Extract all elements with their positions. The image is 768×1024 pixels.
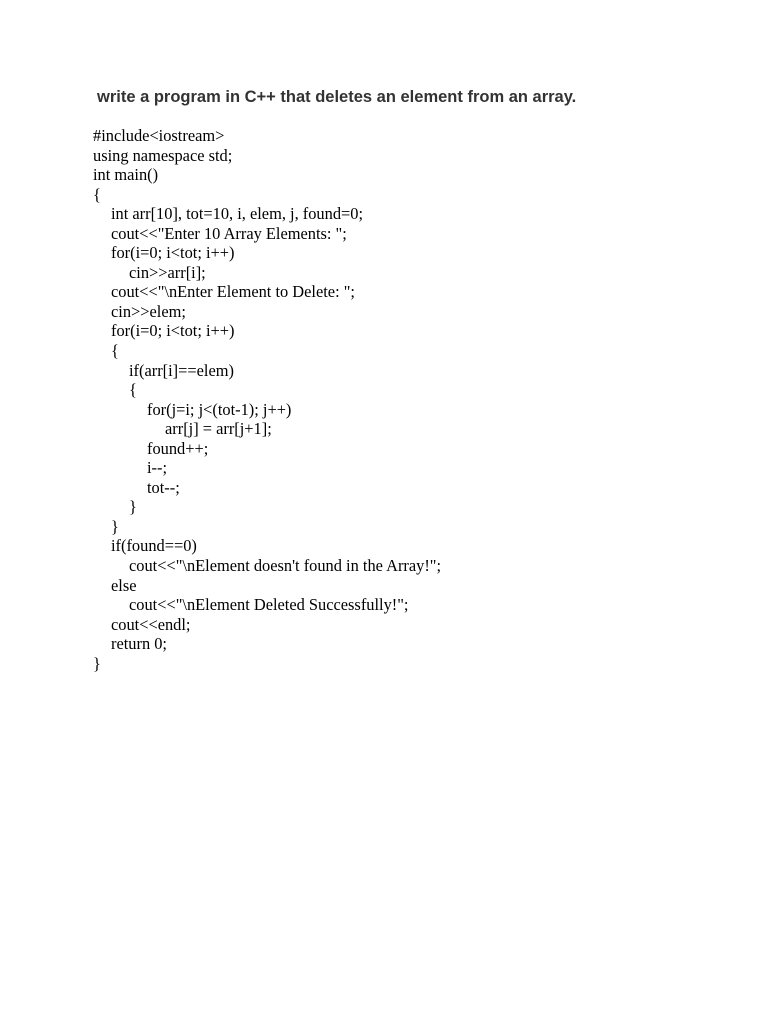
code-line: cout<<endl;	[111, 614, 191, 634]
code-line: cin>>elem;	[111, 301, 186, 321]
code-line: if(arr[i]==elem)	[129, 360, 234, 380]
code-line: using namespace std;	[93, 145, 233, 165]
code-line: int arr[10], tot=10, i, elem, j, found=0;	[111, 204, 364, 224]
code-line: tot--;	[147, 477, 180, 497]
code-line: int main()	[93, 165, 159, 185]
code-block	[93, 126, 441, 673]
code-line: cin>>arr[i];	[129, 262, 206, 282]
code-line: for(i=0; i<tot; i++)	[111, 321, 235, 341]
code-line: else	[111, 575, 137, 595]
code-line: arr[j] = arr[j+1];	[165, 419, 272, 439]
code-line: }	[111, 516, 119, 536]
code-line: for(i=0; i<tot; i++)	[111, 243, 235, 263]
code-line: if(found==0)	[111, 536, 197, 556]
code-line: {	[93, 184, 101, 204]
code-line: }	[93, 653, 101, 673]
document-title: write a program in C++ that deletes an element from an array.	[97, 88, 577, 106]
code-line: for(j=i; j<(tot-1); j++)	[147, 399, 292, 419]
code-line: {	[111, 341, 119, 361]
code-line: return 0;	[111, 634, 167, 654]
code-line: i--;	[147, 458, 168, 478]
code-line: {	[129, 380, 137, 400]
code-line: cout<<"\nElement Deleted Successfully!";	[129, 595, 409, 615]
code-line: cout<<"\nElement doesn't found in the Array!";	[129, 556, 442, 576]
code-line: cout<<"\nEnter Element to Delete: ";	[111, 282, 355, 302]
code-line: cout<<"Enter 10 Array Elements: ";	[111, 223, 347, 243]
code-line: found++;	[147, 438, 209, 458]
code-line: }	[129, 497, 137, 517]
code-line: #include<iostream>	[93, 126, 225, 145]
